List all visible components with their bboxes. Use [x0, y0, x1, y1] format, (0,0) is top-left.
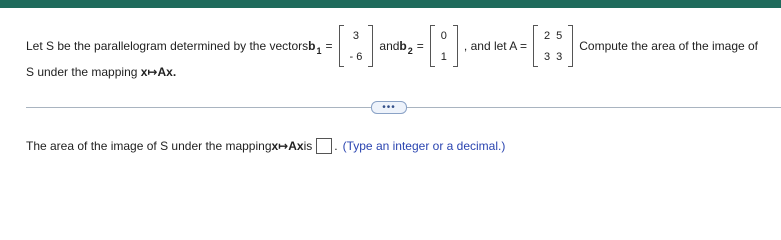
vector-b1-matrix: [339, 25, 374, 67]
vector-b2-label: $b_2$: [399, 39, 413, 56]
expand-more-button[interactable]: [371, 101, 407, 114]
answer-input[interactable]: [316, 138, 332, 154]
matrix-entry: 0: [440, 29, 447, 42]
and-text: and: [379, 39, 400, 53]
and-let-text: , and let A =: [463, 39, 527, 53]
mapping-text: x↦Ax.: [140, 65, 177, 79]
right-bracket: [368, 25, 373, 67]
answer-mapping: x↦Ax: [271, 139, 304, 153]
vector-b2-matrix: [430, 25, 458, 67]
ellipsis-icon: •••: [382, 101, 396, 113]
question-line-2: [26, 65, 176, 79]
matrix-entry: - 6: [349, 50, 363, 63]
question-intro: Let S be the parallelogram determined by the vectors: [26, 39, 309, 53]
matrix-entry: 3: [352, 29, 360, 42]
answer-is-text: is: [303, 139, 313, 153]
answer-line: [26, 138, 505, 154]
vector-b1-label: $b_1$: [308, 39, 322, 56]
right-bracket: [453, 25, 458, 67]
answer-prefix: The area of the image of S under the mapping: [26, 139, 272, 153]
matrix-a: [533, 25, 573, 67]
equals-sign: =: [325, 39, 333, 53]
matrix-entry: 5: [556, 29, 563, 42]
matrix-entry: 2: [543, 29, 551, 42]
matrix-entry: 3: [556, 50, 563, 63]
matrix-entry: 3: [543, 50, 551, 63]
answer-period: .: [334, 139, 338, 153]
line2-prefix: S under the mapping: [26, 65, 141, 79]
compute-text: Compute the area of the image of: [579, 39, 759, 53]
equals-sign: =: [416, 39, 424, 53]
answer-hint: (Type an integer or a decimal.): [342, 139, 506, 153]
top-bar: [0, 0, 781, 8]
matrix-entry: 1: [440, 50, 447, 63]
right-bracket: [568, 25, 573, 67]
